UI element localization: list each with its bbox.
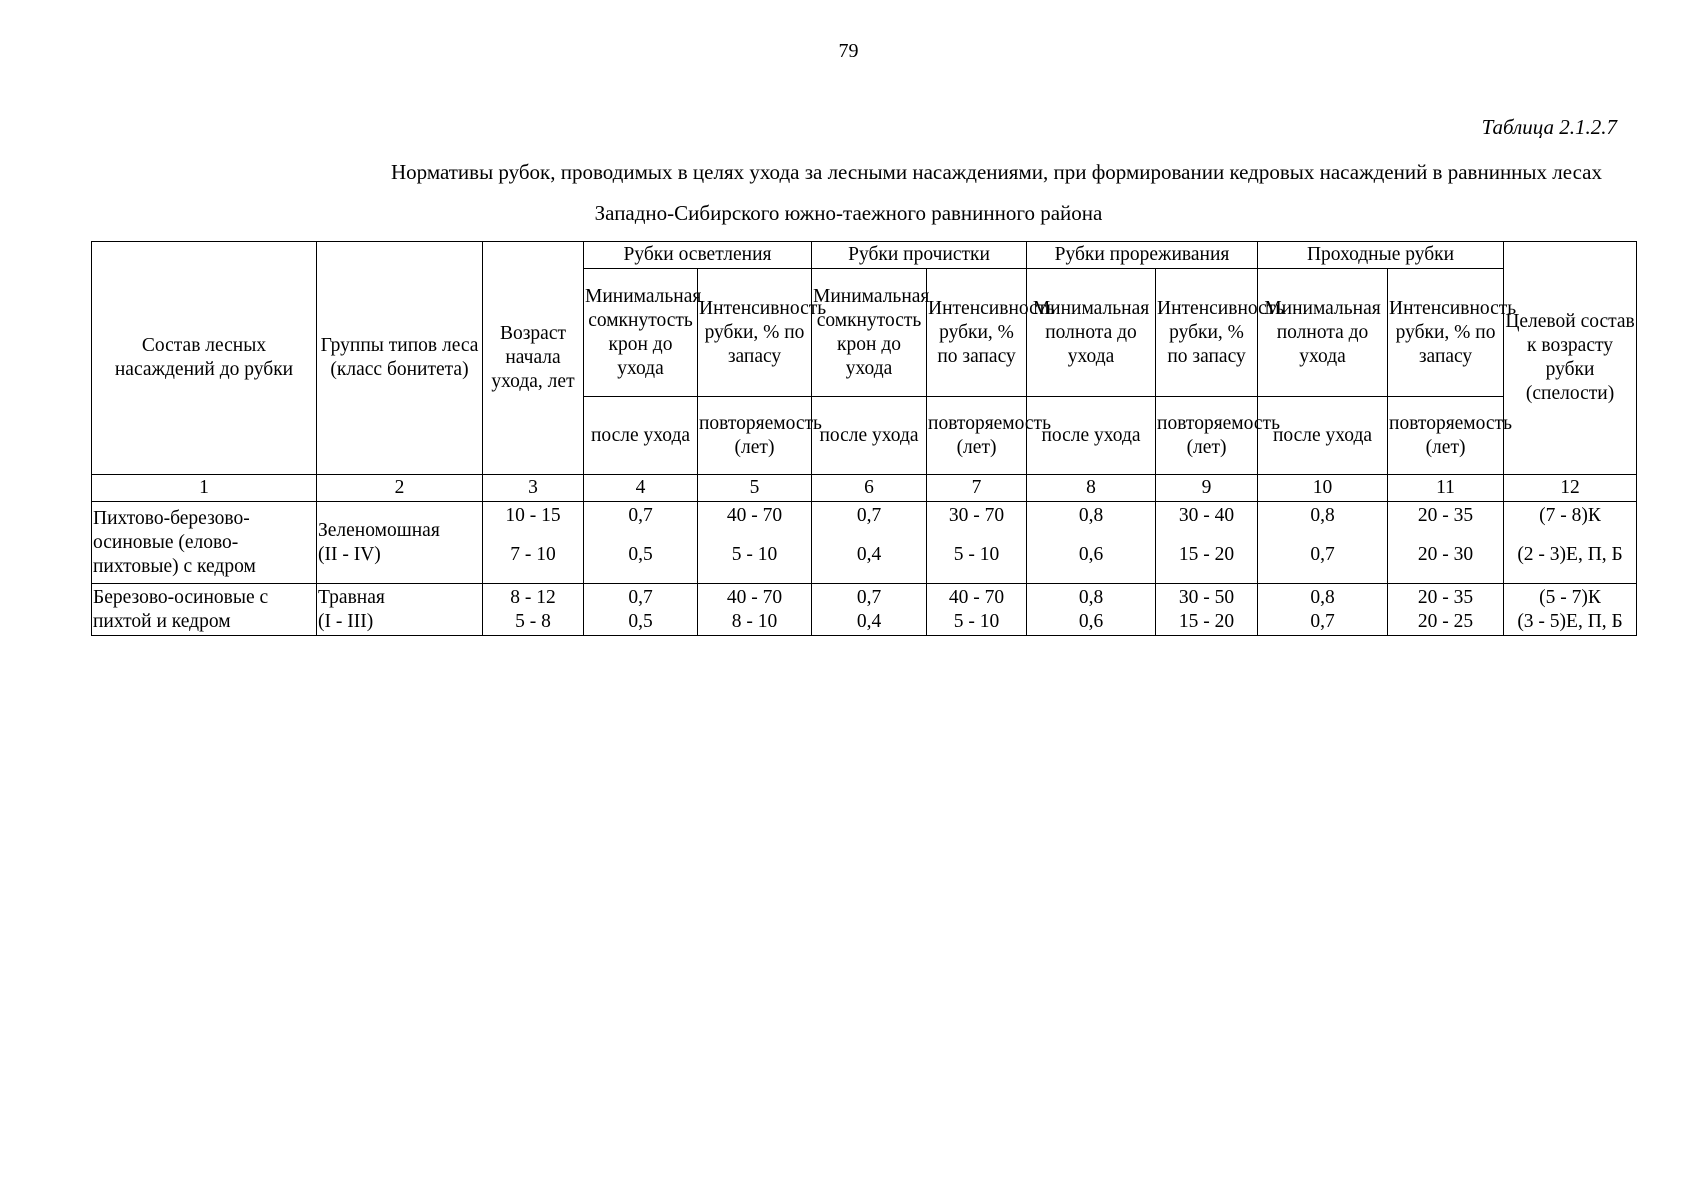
header-repeat-3: повторяемость (лет) bbox=[1156, 397, 1258, 475]
value-upper: (7 - 8)К bbox=[1539, 505, 1601, 526]
value-cell bbox=[584, 584, 698, 636]
value-upper: (5 - 7)К bbox=[1539, 586, 1601, 608]
value-cell bbox=[1027, 502, 1156, 584]
forest-type-cell bbox=[317, 584, 483, 636]
header-min-closure-2: Минимальная сомкнутость крон до ухода bbox=[812, 269, 927, 397]
value-upper: 0,7 bbox=[628, 586, 653, 608]
column-number: 6 bbox=[812, 475, 927, 502]
header-intensity-4: Интенсивность рубки, % по запасу bbox=[1388, 269, 1504, 397]
value-lower: 0,7 bbox=[1310, 544, 1335, 565]
forest-type-name: Зеленомошная bbox=[318, 519, 440, 541]
value-cell bbox=[812, 502, 927, 584]
value-upper: 30 - 50 bbox=[1178, 586, 1235, 608]
header-after-care-2: после ухода bbox=[812, 397, 927, 475]
value-lower: 20 - 25 bbox=[1417, 610, 1474, 632]
column-number: 10 bbox=[1258, 475, 1388, 502]
value-cell bbox=[927, 584, 1027, 636]
value-lower: 0,7 bbox=[1310, 610, 1335, 632]
header-repeat-2: повторяемость (лет) bbox=[927, 397, 1027, 475]
value-cell bbox=[927, 502, 1027, 584]
value-cell bbox=[483, 502, 584, 584]
value-lower: 5 - 8 bbox=[515, 610, 551, 632]
column-number: 9 bbox=[1156, 475, 1258, 502]
header-forest-type: Группы типов леса (класс бонитета) bbox=[317, 242, 483, 475]
value-lower: 0,6 bbox=[1078, 610, 1104, 632]
header-group-prorezhivanie: Рубки прореживания bbox=[1027, 242, 1258, 269]
header-row-groups bbox=[92, 242, 1637, 269]
column-number: 2 bbox=[317, 475, 483, 502]
value-lower: 5 - 10 bbox=[953, 544, 1000, 565]
value-upper: 0,7 bbox=[628, 505, 653, 526]
value-cell bbox=[1258, 584, 1388, 636]
value-cell bbox=[1156, 502, 1258, 584]
header-target-composition: Целевой состав к возрасту рубки (спелости) bbox=[1504, 242, 1637, 475]
column-number: 4 bbox=[584, 475, 698, 502]
value-upper: 0,8 bbox=[1310, 505, 1335, 526]
header-intensity-2: Интенсивность рубки, % по запасу bbox=[927, 269, 1027, 397]
norms-table bbox=[91, 241, 1637, 636]
bonitet-class: (II - IV) bbox=[318, 543, 381, 565]
value-lower: 0,4 bbox=[856, 544, 882, 565]
value-lower: 0,5 bbox=[628, 610, 653, 632]
value-upper: 0,7 bbox=[856, 586, 882, 608]
value-upper: 0,8 bbox=[1078, 586, 1104, 608]
header-group-prochistka: Рубки прочистки bbox=[812, 242, 1027, 269]
header-after-care-3: после ухода bbox=[1027, 397, 1156, 475]
value-upper: 40 - 70 bbox=[726, 586, 783, 608]
value-cell bbox=[1388, 584, 1504, 636]
value-cell bbox=[1258, 502, 1388, 584]
value-upper: 0,8 bbox=[1078, 505, 1104, 526]
composition-cell: Березово-осиновые с пихтой и кедром bbox=[92, 584, 317, 636]
composition-cell: Пихтово-березово-осиновые (елово-пихтовые) с кедром bbox=[92, 502, 317, 584]
column-number: 3 bbox=[483, 475, 584, 502]
value-upper: 0,7 bbox=[856, 505, 882, 526]
value-cell bbox=[698, 502, 812, 584]
value-upper: 30 - 40 bbox=[1178, 505, 1235, 526]
value-upper: 30 - 70 bbox=[948, 505, 1005, 526]
header-group-prokhodnye: Проходные рубки bbox=[1258, 242, 1504, 269]
column-number: 11 bbox=[1388, 475, 1504, 502]
value-lower: 0,4 bbox=[856, 610, 882, 632]
column-number: 12 bbox=[1504, 475, 1637, 502]
table-row bbox=[92, 584, 1637, 636]
header-composition: Состав лесных насаждений до рубки bbox=[92, 242, 317, 475]
table-label: Таблица 2.1.2.7 bbox=[1481, 115, 1617, 139]
value-cell bbox=[483, 584, 584, 636]
value-upper: 0,8 bbox=[1310, 586, 1335, 608]
value-cell bbox=[584, 502, 698, 584]
header-min-closure-1: Минимальная сомкнутость крон до ухода bbox=[584, 269, 698, 397]
value-cell bbox=[698, 584, 812, 636]
value-lower: 15 - 20 bbox=[1178, 610, 1235, 632]
value-cell bbox=[1504, 502, 1637, 584]
value-lower: 0,6 bbox=[1078, 544, 1104, 565]
table-title-line-2: Западно-Сибирского южно-таежного равнинного района bbox=[594, 201, 1103, 225]
value-cell bbox=[812, 584, 927, 636]
header-after-care-1: после ухода bbox=[584, 397, 698, 475]
value-cell bbox=[1388, 502, 1504, 584]
column-number: 1 bbox=[92, 475, 317, 502]
header-intensity-1: Интенсивность рубки, % по запасу bbox=[698, 269, 812, 397]
value-upper: 20 - 35 bbox=[1417, 586, 1474, 608]
value-cell bbox=[1156, 584, 1258, 636]
page-number: 79 bbox=[838, 40, 859, 62]
value-lower: 0,5 bbox=[628, 544, 653, 565]
value-lower: (3 - 5)Е, П, Б bbox=[1517, 610, 1623, 632]
column-number: 5 bbox=[698, 475, 812, 502]
header-min-density-3: Минимальная полнота до ухода bbox=[1027, 269, 1156, 397]
value-upper: 40 - 70 bbox=[948, 586, 1005, 608]
value-upper: 20 - 35 bbox=[1417, 505, 1474, 526]
value-lower: 5 - 10 bbox=[731, 544, 778, 565]
value-lower: 8 - 10 bbox=[731, 610, 778, 632]
header-repeat-4: повторяемость (лет) bbox=[1388, 397, 1504, 475]
value-upper: 8 - 12 bbox=[510, 586, 556, 608]
header-row-numbers bbox=[92, 475, 1637, 502]
column-number: 8 bbox=[1027, 475, 1156, 502]
forest-type-cell bbox=[317, 502, 483, 584]
value-upper: 10 - 15 bbox=[505, 505, 561, 526]
value-lower: (2 - 3)Е, П, Б bbox=[1517, 544, 1623, 565]
value-lower: 15 - 20 bbox=[1178, 544, 1235, 565]
value-cell bbox=[1027, 584, 1156, 636]
header-start-age: Возраст начала ухода, лет bbox=[483, 242, 584, 475]
header-intensity-3: Интенсивность рубки, % по запасу bbox=[1156, 269, 1258, 397]
column-number: 7 bbox=[927, 475, 1027, 502]
value-upper: 40 - 70 bbox=[726, 505, 783, 526]
forest-type-name: Травная bbox=[318, 586, 385, 608]
table-row bbox=[92, 502, 1637, 584]
value-cell bbox=[1504, 584, 1637, 636]
header-group-osvetlenie: Рубки осветления bbox=[584, 242, 812, 269]
value-lower: 20 - 30 bbox=[1417, 544, 1474, 565]
value-lower: 7 - 10 bbox=[510, 544, 556, 565]
table-title-line-1: Нормативы рубок, проводимых в целях ухода за лесными насаждениями, при формировании кедровых насаждений в равнинных лесах bbox=[390, 160, 1602, 184]
header-repeat-1: повторяемость (лет) bbox=[698, 397, 812, 475]
header-min-density-4: Минимальная полнота до ухода bbox=[1258, 269, 1388, 397]
bonitet-class: (I - III) bbox=[318, 610, 374, 632]
header-after-care-4: после ухода bbox=[1258, 397, 1388, 475]
value-lower: 5 - 10 bbox=[953, 610, 1000, 632]
